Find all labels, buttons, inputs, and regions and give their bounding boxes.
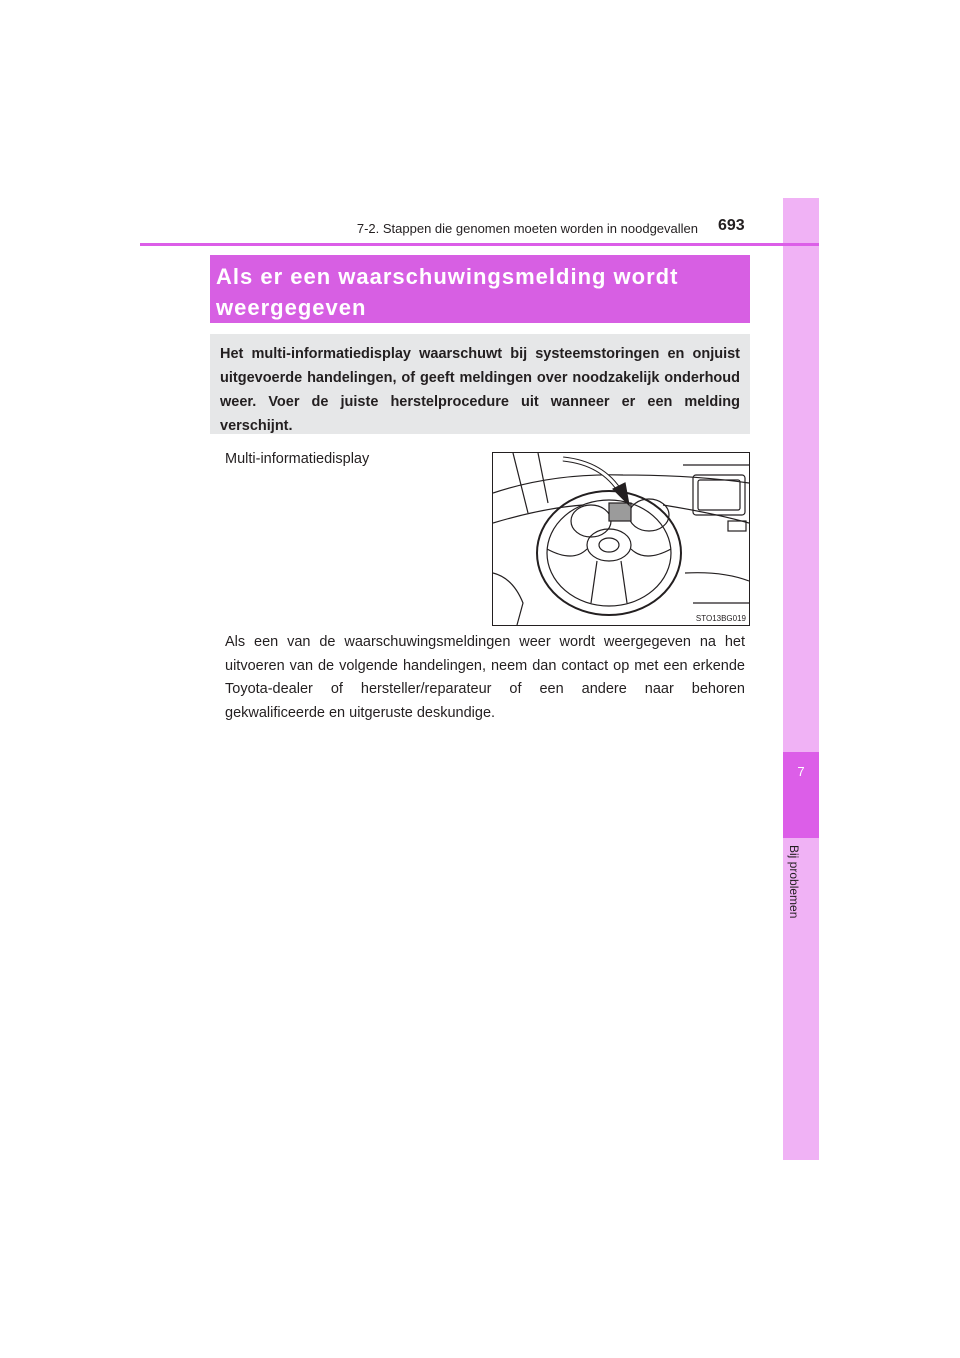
chapter-label: Bij problemen <box>787 845 801 919</box>
figure-caption: Multi-informatiedisplay <box>225 451 370 467</box>
dashboard-illustration <box>492 452 750 626</box>
section-title-line1: Als er een waarschuwingsmelding wordt <box>216 264 679 289</box>
steering-wheel-illustration <box>493 453 749 625</box>
intro-box <box>210 334 750 434</box>
chapter-side-tab <box>783 198 819 1160</box>
section-heading-box <box>210 255 750 323</box>
section-title <box>216 261 744 323</box>
header-rule <box>140 243 819 246</box>
section-title-line2: weergegeven <box>216 295 367 320</box>
intro-text: Het multi-informatiedisplay waarschuwt bij systeemstoringen en onjuist uitgevoerde handelingen, of geeft meldingen over noodzakelijk onderhoud weer. Voer de juiste herstelprocedure uit wanneer er een melding verschijnt. <box>220 346 740 434</box>
chapter-number: 7 <box>797 764 805 779</box>
header-section-title: 7-2. Stappen die genomen moeten worden in noodgevallen <box>356 221 698 236</box>
body-paragraph: Als een van de waarschuwingsmeldingen weer wordt weergegeven na het uitvoeren van de volgende handelingen, neem dan contact op met een erkende Toyota-dealer of hersteller/reparateur of een andere naar behoren gekwalificeerde en uitgeruste deskundige. <box>225 634 745 721</box>
figure-code: STO13BG019 <box>695 614 746 623</box>
page-number: 693 <box>718 217 745 234</box>
